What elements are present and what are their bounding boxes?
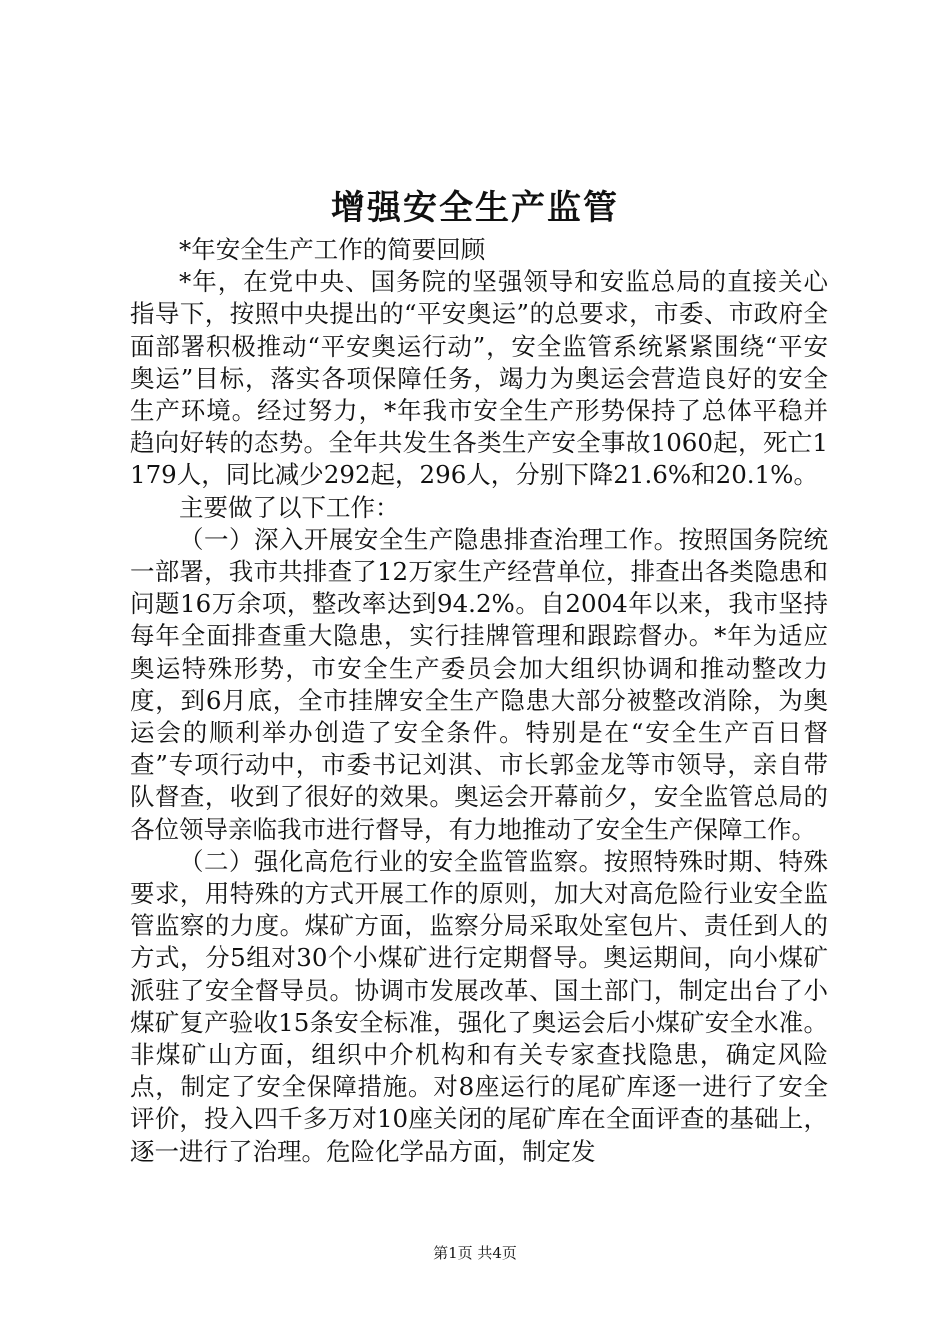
document-body: [130, 234, 828, 1168]
paragraph-hazard-inspection: （一）深入开展安全生产隐患排查治理工作。按照国务院统一部署，我市共排查了12万家生产经营单位，排查出各类隐患和问题16万余项，整改率达到94.2%。自2004年以来，我市坚持每年全面排查重大隐患，实行挂牌管理和跟踪督办。*年为适应奥运特殊形势，市安全生产委员会加大组织协调和推动整改力度，到6月底，全市挂牌安全生产隐患大部分被整改消除，为奥运会的顺利举办创造了安全条件。特别是在“安全生产百日督查”专项行动中，市委书记刘淇、市长郭金龙等市领导，亲自带队督查，收到了很好的效果。奥运会开幕前夕，安全监管总局的各位领导亲临我市进行督导，有力地推动了安全生产保障工作。: [130, 524, 828, 844]
document-title: 增强安全生产监管: [331, 188, 619, 228]
section-heading-review: *年安全生产工作的简要回顾: [179, 235, 486, 264]
paragraph-overview: *年，在党中央、国务院的坚强领导和安监总局的直接关心指导下，按照中央提出的“平安奥运”的总要求，市委、市政府全面部署积极推动“平安奥运行动”，安全监管系统紧紧围绕“平安奥运”目标，落实各项保障任务，竭力为奥运会营造良好的安全生产环境。经过努力，*年我市安全生产形势保持了总体平稳并趋向好转的态势。全年共发生各类生产安全事故1060起，死亡1179人，同比减少292起，296人，分别下降21.6%和20.1%。: [130, 267, 828, 490]
paragraph-main-work-intro: 主要做了以下工作：: [179, 492, 400, 522]
page-number-footer: 第1页 共4页: [433, 1244, 517, 1262]
paragraph-high-risk-supervision: （二）强化高危行业的安全监管监察。按照特殊时期、特殊要求，用特殊的方式开展工作的原则，加大对高危险行业安全监管监察的力度。煤矿方面，监察分局采取处室包片、责任到人的方式，分5组对30个小煤矿进行定期督导。奥运期间，向小煤矿派驻了安全督导员。协调市发展改革、国土部门，制定出台了小煤矿复产验收15条安全标准，强化了奥运会后小煤矿安全水准。非煤矿山方面，组织中介机构和有关专家查找隐患，确定风险点，制定了安全保障措施。对8座运行的尾矿库逐一进行了安全评价，投入四千多万对10座关闭的尾矿库在全面评查的基础上，逐一进行了治理。危险化学品方面，制定发: [130, 846, 828, 1166]
